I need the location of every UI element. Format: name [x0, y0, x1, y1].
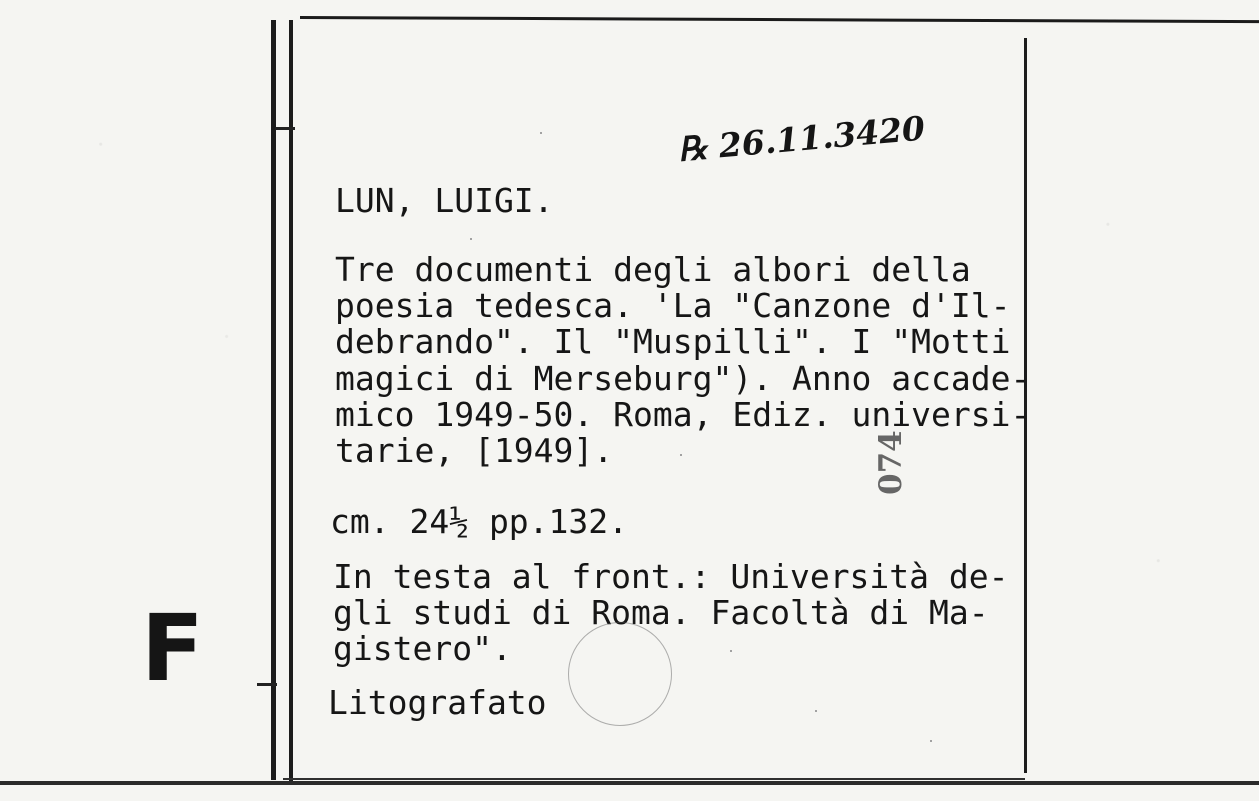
left-tick-mark-top [275, 127, 295, 130]
scan-speckle [470, 238, 472, 240]
scan-speckle [680, 454, 682, 456]
note-line: gistero". [333, 629, 512, 668]
page-bottom-rule [0, 781, 1259, 785]
title-line: tarie, [1949]. [335, 431, 614, 470]
card-bottom-line [283, 778, 1025, 780]
scan-speckle [815, 710, 817, 712]
left-margin-rule-outer [271, 20, 276, 780]
call-number: ℞ 26.11.3420 [676, 108, 927, 169]
title-line: poesia tedesca. 'La "Canzone d'Il- [335, 286, 1011, 325]
left-margin-rule-inner [289, 20, 293, 785]
faint-circle-stamp [568, 622, 672, 726]
scan-speckle [540, 132, 542, 134]
format-note: Litografato [328, 683, 547, 722]
title-line: Tre documenti degli albori della [335, 250, 971, 289]
scan-speckle [930, 740, 932, 742]
side-stamp-number: 074 [873, 430, 909, 495]
note-line: In testa al front.: Università de- [333, 557, 1009, 596]
title-line: mico 1949-50. Roma, Ediz. universi- [335, 395, 1031, 434]
title-line: debrando". Il "Muspilli". I "Motti [335, 322, 1011, 361]
note-line: gli studi di Roma. Facoltà di Ma- [333, 593, 989, 632]
author-heading: LUN, LUIGI. [335, 181, 554, 220]
title-line: magici di Merseburg"). Anno accade- [335, 359, 1031, 398]
left-tick-mark-bottom [257, 683, 277, 686]
scan-speckle [730, 650, 732, 652]
physical-description: cm. 24½ pp.132. [330, 502, 629, 541]
margin-letter: F [141, 595, 202, 702]
